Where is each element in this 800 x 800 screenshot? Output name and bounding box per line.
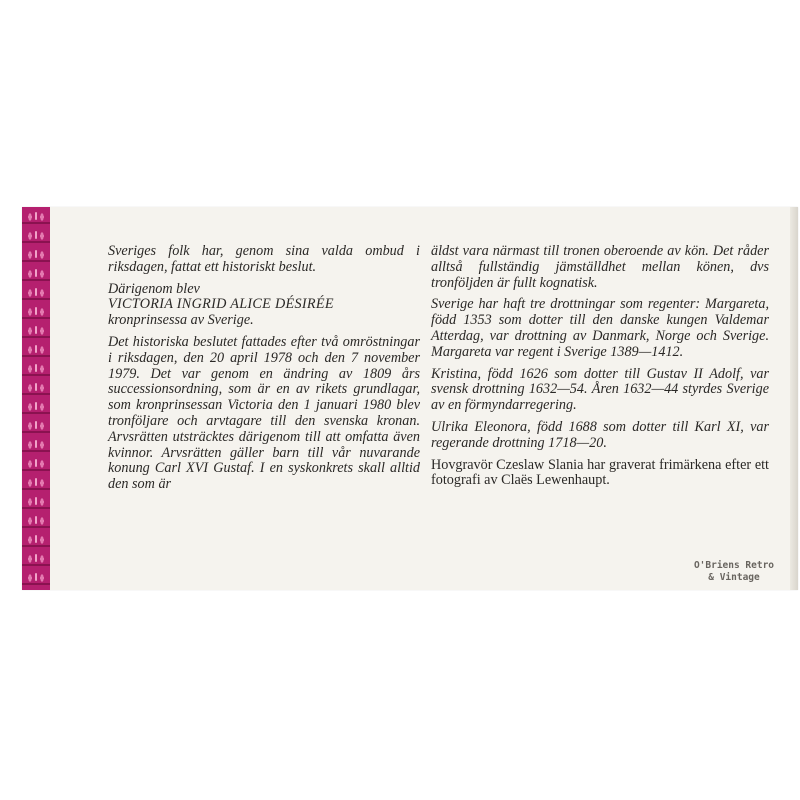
left-column <box>108 244 420 499</box>
intro-text: Sveriges folk har, genom sina valda ombud i riksdagen, fattat ett historiskt beslut. <box>108 243 420 275</box>
right-column <box>431 244 769 495</box>
princess-title: kronprinsessa av Sverige. <box>108 312 254 329</box>
queens-paragraph: Sverige har haft tre drottningar som regenter: Margareta, född 1353 som dotter till den danske kungen Valdemar Atterdag, var drottning av Danmark, Norge och Sverige. Margareta var regent i Sverige 1389—1412. <box>431 296 769 360</box>
kristina-paragraph: Kristina, född 1626 som dotter till Gustav II Adolf, var svensk drottning 1632—54. Åren 1632—44 styrdes Sverige av en förmyndarregering. <box>431 365 769 414</box>
engraver-credit: Hovgravör Czeslaw Slania har graverat frimärkena efter ett fotografi av Claës Lewenhaupt. <box>431 456 769 489</box>
history-paragraph: Det historiska beslutet fattades efter två omröstningar i riksdagen, den 20 april 1978 och den 7 november 1979. Det var genom en ändring av 1809 års successionsordning, som är en av rikets grundlagar, som kronprinsessan Victoria den 1 januari 1980 blev tronföljare och arvtagare till den svenska kronan. Arvsrätten utsträcktes därigenom till att omfatta även kvinnor. Arvsrätten gäller barn till vår nuvarande konung Carl XVI Gustaf. I en syskonkrets skall alltid den som är <box>108 333 420 493</box>
watermark-line-1: O'Briens Retro <box>693 560 775 571</box>
booklet-edge <box>790 207 798 590</box>
princess-name: VICTORIA INGRID ALICE DÉSIRÉE <box>108 296 334 313</box>
watermark-line-2: & Vintage <box>708 572 760 583</box>
ulrika-paragraph: Ulrika Eleonora, född 1688 som dotter till Karl XI, var regerande drottning 1718—20. <box>431 418 769 451</box>
continuation-paragraph: äldst vara närmast till tronen oberoende av kön. Det råder alltså fullständig jämställdhet mellan könen, dvs tronföljden är fullt kognatisk. <box>431 243 769 291</box>
decorative-border <box>22 207 50 590</box>
announcement <box>108 282 420 329</box>
watermark <box>674 560 794 584</box>
pre-name-text: Därigenom blev <box>108 280 200 297</box>
